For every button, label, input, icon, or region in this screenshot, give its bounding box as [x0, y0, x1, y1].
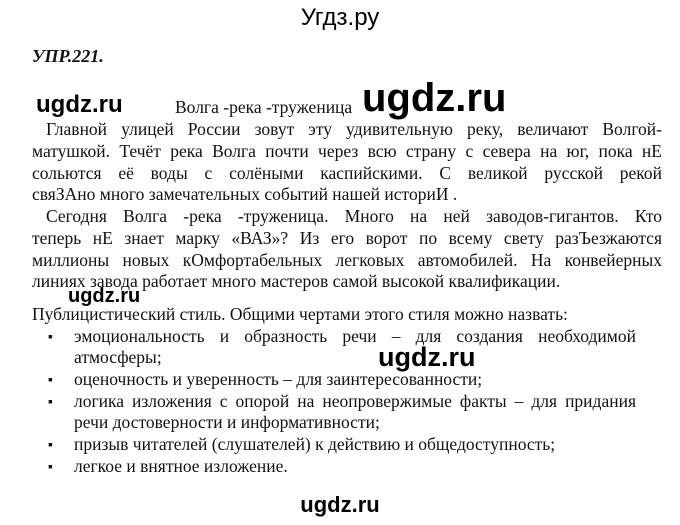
bullet-item-text: атмосферы;	[74, 347, 162, 367]
watermark: ugdz.ru	[300, 492, 380, 517]
exercise-label: УПР.221.	[32, 46, 104, 66]
bullet-marker: ▪	[48, 438, 53, 453]
watermark: ugdz.ru	[362, 76, 507, 120]
paragraph-line: Главной улицей России зовут эту удивительную реку, величают Волгой-	[46, 119, 662, 139]
paragraph-line: матушкой. Течёт река Волга почти через всю страну с севера на юг, пока нЕ	[32, 141, 662, 161]
analysis-intro: Публицистический стиль. Общими чертами этого стиля можно назвать:	[32, 304, 568, 324]
text-title: Волга -река -труженица	[175, 97, 353, 117]
watermark: ugdz.ru	[68, 285, 141, 307]
bullet-marker: ▪	[48, 330, 53, 345]
bullet-marker: ▪	[48, 373, 53, 388]
bullet-item-text: оценочность и уверенность – для заинтересованности;	[74, 369, 483, 389]
site-title: Угдз.ру	[300, 4, 380, 31]
paragraph-line: Сегодня Волга -река -труженица. Много на ней заводов-гигантов. Кто	[46, 206, 662, 226]
paragraph-line: сольются её воды с солёными каспийскими. С великой русской рекой	[32, 163, 662, 183]
bullet-marker: ▪	[48, 460, 53, 475]
bullet-item-text: логика изложения с опорой на неопровержимые факты – для придания	[74, 391, 636, 411]
paragraph-line: линиях завода работает много мастеров самой высокой квалификации.	[32, 271, 561, 291]
paragraph-line: миллионы новых кОмфортабельных легковых автомобилей. На конвейерных	[32, 250, 662, 270]
bullet-item-text: речи достоверности и информативности;	[74, 412, 380, 432]
watermark: ugdz.ru	[36, 91, 123, 118]
paragraph-line: свяЗАно много замечательных событий нашей историИ .	[32, 184, 458, 204]
watermark: ugdz.ru	[378, 342, 476, 372]
paragraph-line: теперь нЕ знает марку «ВАЗ»? Из его ворот по всему свету разЪезжаются	[32, 228, 662, 248]
bullet-item-text: легкое и внятное изложение.	[74, 456, 288, 476]
bullet-item-text: призыв читателей (слушателей) к действию и общедоступность;	[74, 434, 556, 454]
bullet-marker: ▪	[48, 395, 53, 410]
bullet-item-text: эмоциональность и образность речи – для создания необходимой	[74, 326, 636, 346]
